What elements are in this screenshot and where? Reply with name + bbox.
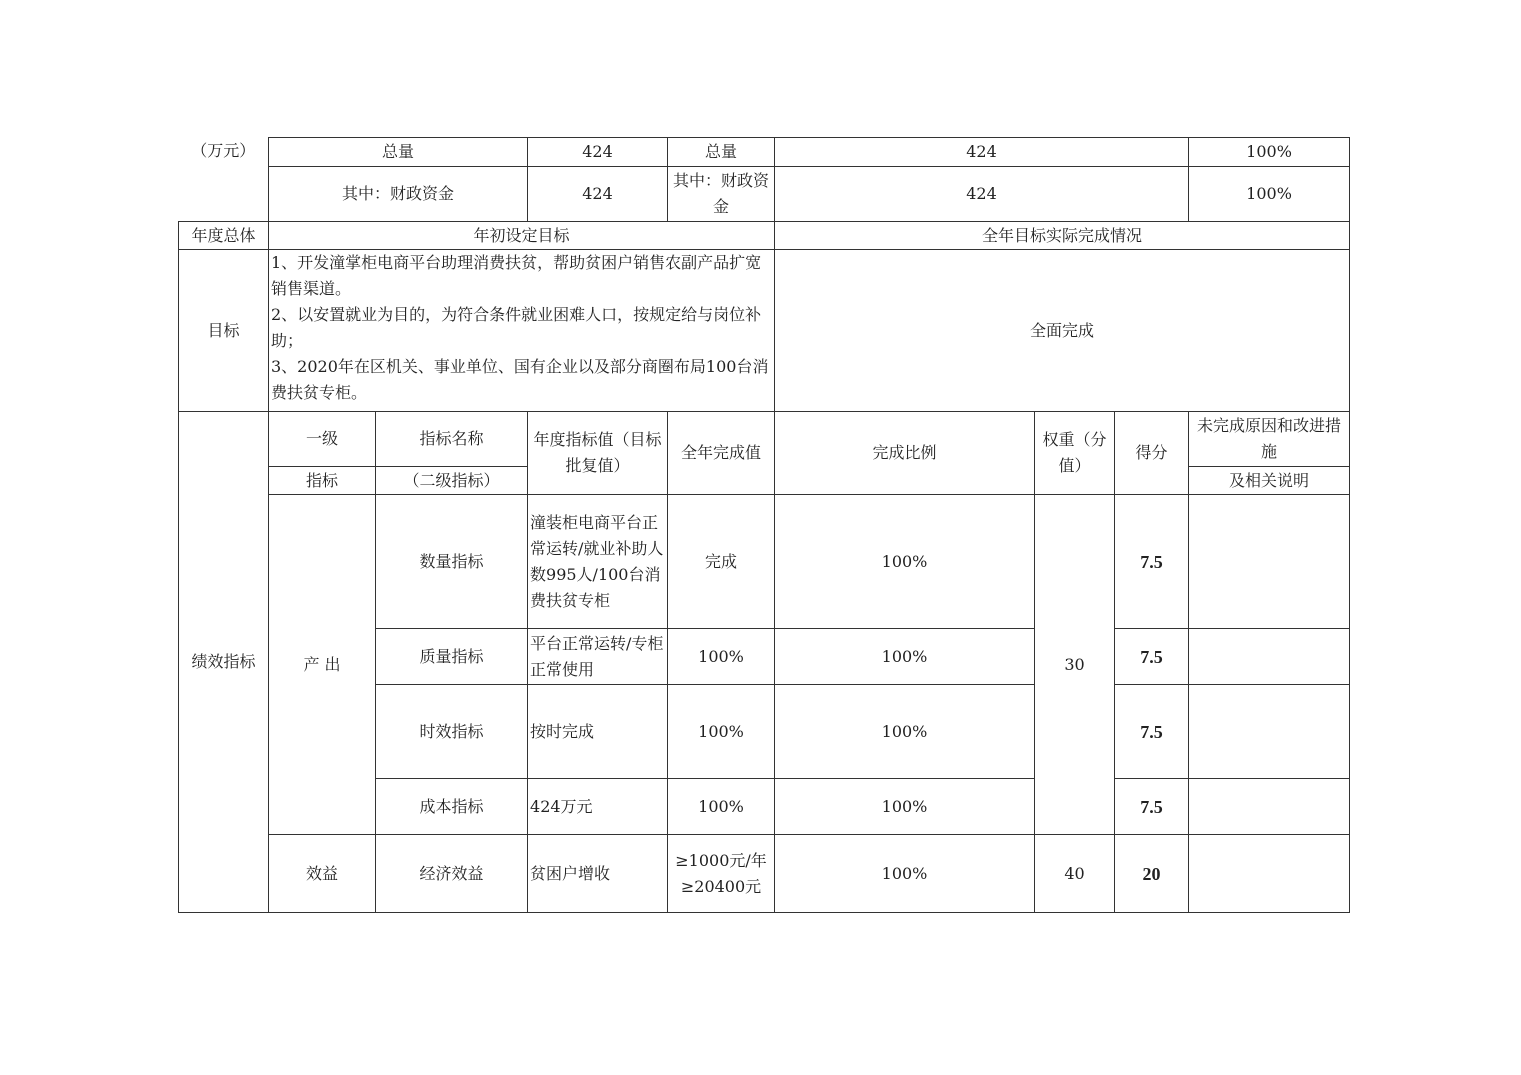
indicator-actual: 完成 bbox=[668, 495, 775, 629]
indicator-name: 成本指标 bbox=[376, 779, 528, 835]
fiscal-label-2: 其中：财政资金 bbox=[668, 167, 775, 222]
actual-goal-header: 全年目标实际完成情况 bbox=[775, 222, 1350, 250]
indicator-target: 424万元 bbox=[528, 779, 668, 835]
performance-section-label: 绩效指标 bbox=[179, 412, 269, 913]
indicator-note bbox=[1189, 835, 1350, 913]
total-label-2: 总量 bbox=[668, 138, 775, 167]
header-reason-b: 及相关说明 bbox=[1189, 467, 1350, 495]
benefit-weight: 40 bbox=[1035, 835, 1115, 913]
header-level1: 一级 bbox=[269, 412, 376, 467]
indicator-note bbox=[1189, 779, 1350, 835]
indicator-name: 时效指标 bbox=[376, 685, 528, 779]
output-group-label: 产 出 bbox=[269, 495, 376, 835]
header-reason: 未完成原因和改进措施 bbox=[1189, 412, 1350, 467]
header-indicator-name: 指标名称 bbox=[376, 412, 528, 467]
indicator-target: 平台正常运转/专柜正常使用 bbox=[528, 629, 668, 685]
goal-list bbox=[269, 250, 775, 412]
header-score: 得分 bbox=[1115, 412, 1189, 495]
indicator-note bbox=[1189, 495, 1350, 629]
total-ratio: 100% bbox=[1189, 138, 1350, 167]
indicator-actual: 100% bbox=[668, 779, 775, 835]
goal-row-label: 目标 bbox=[179, 250, 269, 412]
goal-result: 全面完成 bbox=[775, 250, 1350, 412]
indicator-actual: 100% bbox=[668, 629, 775, 685]
indicator-name: 数量指标 bbox=[376, 495, 528, 629]
indicator-ratio: 100% bbox=[775, 685, 1035, 779]
header-actual: 全年完成值 bbox=[668, 412, 775, 495]
indicator-name: 质量指标 bbox=[376, 629, 528, 685]
indicator-target: 潼装柜电商平台正常运转/就业补助人数995人/100台消费扶贫专柜 bbox=[528, 495, 668, 629]
output-weight: 30 bbox=[1035, 495, 1115, 835]
indicator-score: 7.5 bbox=[1115, 495, 1189, 629]
header-weight: 权重（分值） bbox=[1035, 412, 1115, 495]
goal-item: 2、以安置就业为目的，为符合条件就业困难人口，按规定给与岗位补助； bbox=[271, 305, 762, 350]
fiscal-actual: 424 bbox=[775, 167, 1189, 222]
indicator-score: 7.5 bbox=[1115, 629, 1189, 685]
indicator-ratio: 100% bbox=[775, 835, 1035, 913]
fiscal-ratio: 100% bbox=[1189, 167, 1350, 222]
indicator-ratio: 100% bbox=[775, 495, 1035, 629]
header-ratio: 完成比例 bbox=[775, 412, 1035, 495]
goal-item: 3、2020年在区机关、事业单位、国有企业以及部分商圈布局100台消费扶贫专柜。 bbox=[271, 357, 769, 402]
indicator-ratio: 100% bbox=[775, 629, 1035, 685]
fiscal-planned: 424 bbox=[528, 167, 668, 222]
fiscal-label: 其中：财政资金 bbox=[269, 167, 528, 222]
total-planned: 424 bbox=[528, 138, 668, 167]
indicator-target: 贫困户增收 bbox=[528, 835, 668, 913]
header-indicator-name-b: （二级指标） bbox=[376, 467, 528, 495]
initial-goal-header: 年初设定目标 bbox=[269, 222, 775, 250]
goal-item: 1、开发潼掌柜电商平台助理消费扶贫，帮助贫困户销售农副产品扩宽销售渠道。 bbox=[271, 253, 762, 298]
indicator-note bbox=[1189, 685, 1350, 779]
indicator-actual: 100% bbox=[668, 685, 775, 779]
funds-unit-label: （万元） bbox=[179, 138, 269, 222]
performance-table bbox=[178, 137, 1350, 913]
indicator-note bbox=[1189, 629, 1350, 685]
indicator-score: 20 bbox=[1115, 835, 1189, 913]
indicator-actual: ≥1000元/年≥20400元 bbox=[668, 835, 775, 913]
indicator-name: 经济效益 bbox=[376, 835, 528, 913]
header-level1-b: 指标 bbox=[269, 467, 376, 495]
total-actual: 424 bbox=[775, 138, 1189, 167]
annual-row-label: 年度总体 bbox=[179, 222, 269, 250]
indicator-score: 7.5 bbox=[1115, 779, 1189, 835]
header-target: 年度指标值（目标批复值） bbox=[528, 412, 668, 495]
benefit-group-label: 效益 bbox=[269, 835, 376, 913]
total-label: 总量 bbox=[269, 138, 528, 167]
indicator-ratio: 100% bbox=[775, 779, 1035, 835]
indicator-score: 7.5 bbox=[1115, 685, 1189, 779]
indicator-target: 按时完成 bbox=[528, 685, 668, 779]
